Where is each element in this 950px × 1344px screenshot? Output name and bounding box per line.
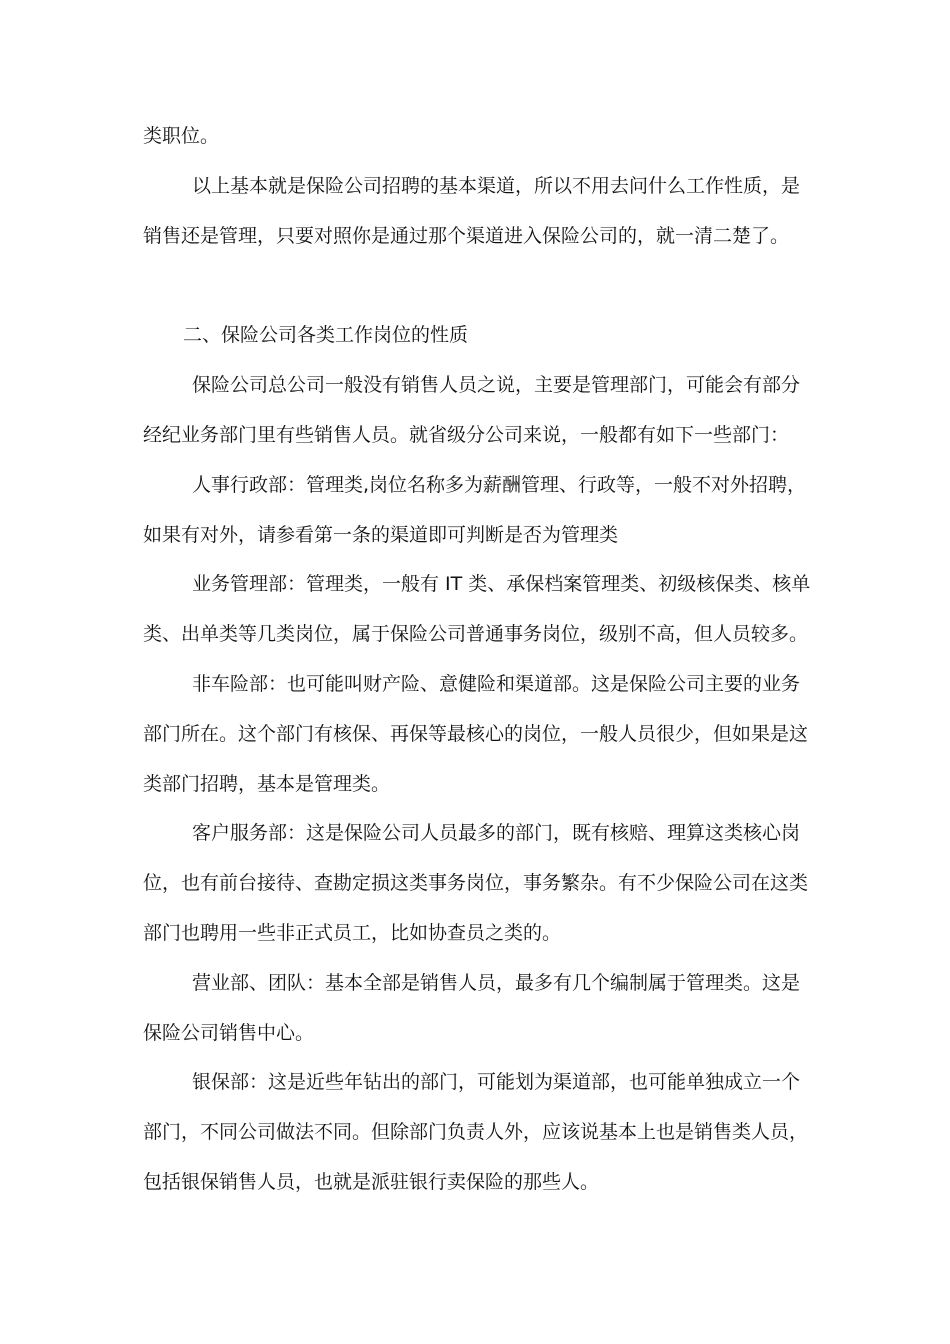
paragraph-start: 保险公司总公司一般没有销售人员之说，主要是管理部门，可能会有部分 (192, 374, 801, 396)
paragraph-start: 营业部、团队：基本全部是销售人员，最多有几个编制属于管理类。这是 (192, 972, 801, 994)
text-line: 销售还是管理，只要对照你是通过那个渠道进入保险公司的，就一清二楚了。 (143, 225, 790, 247)
text-line: 类部门招聘，基本是管理类。 (143, 773, 391, 795)
text-line: 包括银保销售人员，也就是派驻银行卖保险的那些人。 (143, 1171, 600, 1193)
text-line: 部门也聘用一些非正式员工，比如协查员之类的。 (143, 922, 562, 944)
text-line: 位，也有前台接待、查勘定损这类事务岗位，事务繁杂。有不少保险公司在这类 (143, 872, 809, 894)
paragraph-start: 非车险部：也可能叫财产险、意健险和渠道部。这是保险公司主要的业务 (192, 673, 801, 695)
text-line: 保险公司销售中心。 (143, 1022, 315, 1044)
text-line: 类、出单类等几类岗位，属于保险公司普通事务岗位，级别不高，但人员较多。 (143, 623, 809, 645)
text-line: 如果有对外，请参看第一条的渠道即可判断是否为管理类 (143, 524, 619, 546)
text-line: 部门所在。这个部门有核保、再保等最核心的岗位，一般人员很少，但如果是这 (143, 723, 809, 745)
paragraph-start: 人事行政部：管理类,岗位名称多为薪酬管理、行政等，一般不对外招聘， (192, 474, 807, 496)
text-line: 类职位。 (143, 125, 220, 147)
paragraph-start: 银保部：这是近些年钻出的部门，可能划为渠道部，也可能单独成立一个 (192, 1071, 801, 1093)
section-heading: 二、保险公司各类工作岗位的性质 (183, 324, 469, 346)
paragraph-start: 客户服务部：这是保险公司人员最多的部门，既有核赔、理算这类核心岗 (192, 822, 801, 844)
text-line: 经纪业务部门里有些销售人员。就省级分公司来说，一般都有如下一些部门： (143, 424, 790, 446)
paragraph-start: 以上基本就是保险公司招聘的基本渠道，所以不用去问什么工作性质，是 (192, 175, 801, 197)
text-line: 部门，不同公司做法不同。但除部门负责人外，应该说基本上也是销售类人员， (143, 1121, 809, 1143)
paragraph-start: 业务管理部：管理类，一般有 IT 类、承保档案管理类、初级核保类、核单 (192, 573, 811, 595)
